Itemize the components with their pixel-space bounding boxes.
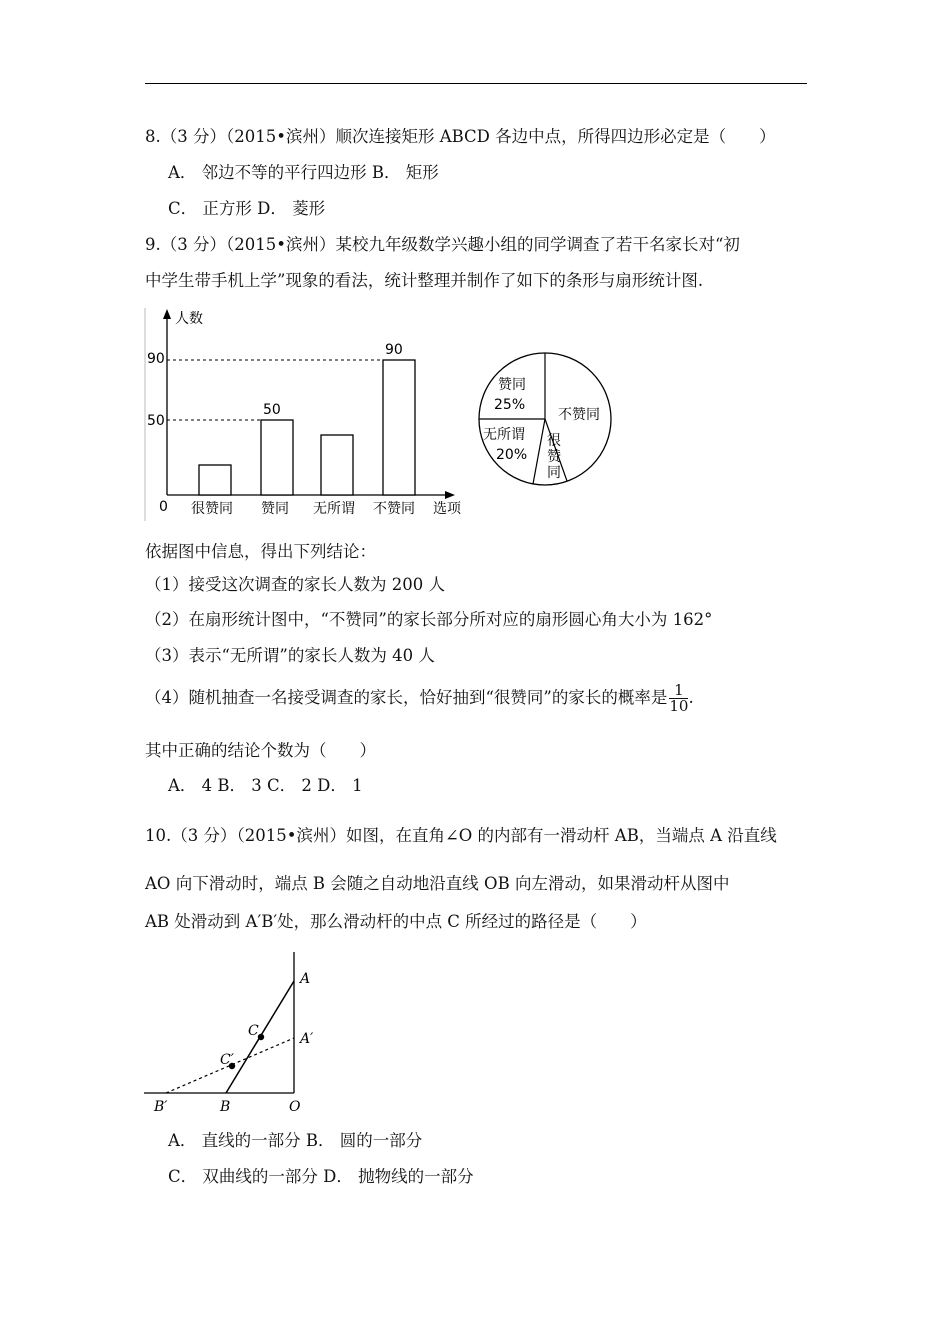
label-o: O: [289, 1099, 301, 1115]
q10-options-ab: A． 直线的一部分 B． 圆的一部分: [168, 1131, 423, 1150]
q9-conclusion-4-text: （4）随机抽查一名接受调查的家长，恰好抽到“很赞同”的家长的概率是: [145, 688, 668, 707]
q9-stem-line1: 9.（3 分）（2015•滨州）某校九年级数学兴趣小组的同学调查了若干名家长对“初: [145, 235, 740, 254]
q10-stem-line2: AO 向下滑动时，端点 B 会随之自动地沿直线 OB 向左滑动，如果滑动杆从图中: [145, 874, 730, 893]
x-axis-arrow: [445, 491, 455, 499]
q10-stem-line3: AB 处滑动到 A′B′处，那么滑动杆的中点 C 所经过的路径是（ ）: [145, 912, 647, 931]
label-a-prime: A′: [300, 1031, 314, 1047]
q9-conclusion-4: [145, 683, 694, 714]
x-axis-label: 选项: [433, 501, 461, 517]
q9-question: 其中正确的结论个数为（ ）: [145, 741, 376, 760]
header-rule: [145, 83, 807, 84]
pie-chart: [472, 347, 616, 495]
q10-stem-line1: 10.（3 分）（2015•滨州）如图，在直角∠O 的内部有一滑动杆 AB，当端点 A 沿直线: [145, 826, 777, 845]
bar-不赞同: [383, 360, 415, 495]
label-b: B: [220, 1099, 231, 1115]
pie-pct-无所谓: 20%: [496, 447, 528, 463]
data-label-90: 90: [385, 342, 403, 358]
x-tick-无所谓: 无所谓: [313, 501, 355, 517]
fraction-denominator: 10: [669, 697, 689, 715]
q8-options-ab: A． 邻边不等的平行四边形 B． 矩形: [168, 163, 439, 182]
q8-options-cd: C． 正方形 D． 菱形: [168, 199, 326, 218]
y-tick-90: 90: [147, 351, 165, 367]
fraction: [669, 683, 688, 714]
bar-赞同: [261, 420, 293, 495]
q8-stem: 8.（3 分）（2015•滨州）顺次连接矩形 ABCD 各边中点，所得四边形必定是（ ）: [145, 127, 776, 146]
sliding-rod-figure: [140, 948, 330, 1118]
q9-options: A． 4 B． 3 C． 2 D． 1: [168, 776, 363, 795]
pie-label-赞同: 赞同: [498, 377, 526, 393]
q9-intro: 依据图中信息，得出下列结论：: [145, 542, 376, 561]
bar-chart: [143, 303, 473, 525]
point-c: [258, 1034, 264, 1040]
y-tick-50: 50: [147, 413, 165, 429]
pie-label-不赞同: 不赞同: [558, 407, 600, 423]
x-tick-赞同: 赞同: [261, 501, 289, 517]
bar-很赞同: [199, 465, 231, 495]
q9-conclusion-2: （2）在扇形统计图中，“不赞同”的家长部分所对应的扇形圆心角大小为 162°: [145, 610, 713, 629]
q10-options-cd: C． 双曲线的一部分 D． 抛物线的一部分: [168, 1167, 474, 1186]
label-a: A: [300, 971, 311, 987]
data-label-50: 50: [263, 402, 281, 418]
pie-label-很赞同: 很赞同: [547, 433, 561, 481]
y-tick-0: 0: [159, 499, 168, 515]
q9-stem-line2: 中学生带手机上学”现象的看法，统计整理并制作了如下的条形与扇形统计图.: [145, 271, 704, 290]
q9-conclusion-1: （1）接受这次调查的家长人数为 200 人: [145, 575, 445, 594]
q9-conclusion-3: （3）表示“无所谓”的家长人数为 40 人: [145, 646, 435, 665]
pie-label-无所谓: 无所谓: [483, 427, 525, 443]
x-tick-很赞同: 很赞同: [191, 501, 233, 517]
pie-pct-赞同: 25%: [494, 397, 526, 413]
label-c-prime: C′: [220, 1052, 234, 1068]
bar-无所谓: [321, 435, 353, 495]
label-c: C: [248, 1023, 259, 1039]
q9-conclusion-4-end: .: [688, 688, 694, 707]
y-axis-label: 人数: [175, 311, 203, 327]
x-tick-不赞同: 不赞同: [373, 501, 415, 517]
fraction-numerator: 1: [669, 683, 688, 699]
label-b-prime: B′: [154, 1099, 168, 1115]
y-axis-arrow: [163, 309, 171, 319]
